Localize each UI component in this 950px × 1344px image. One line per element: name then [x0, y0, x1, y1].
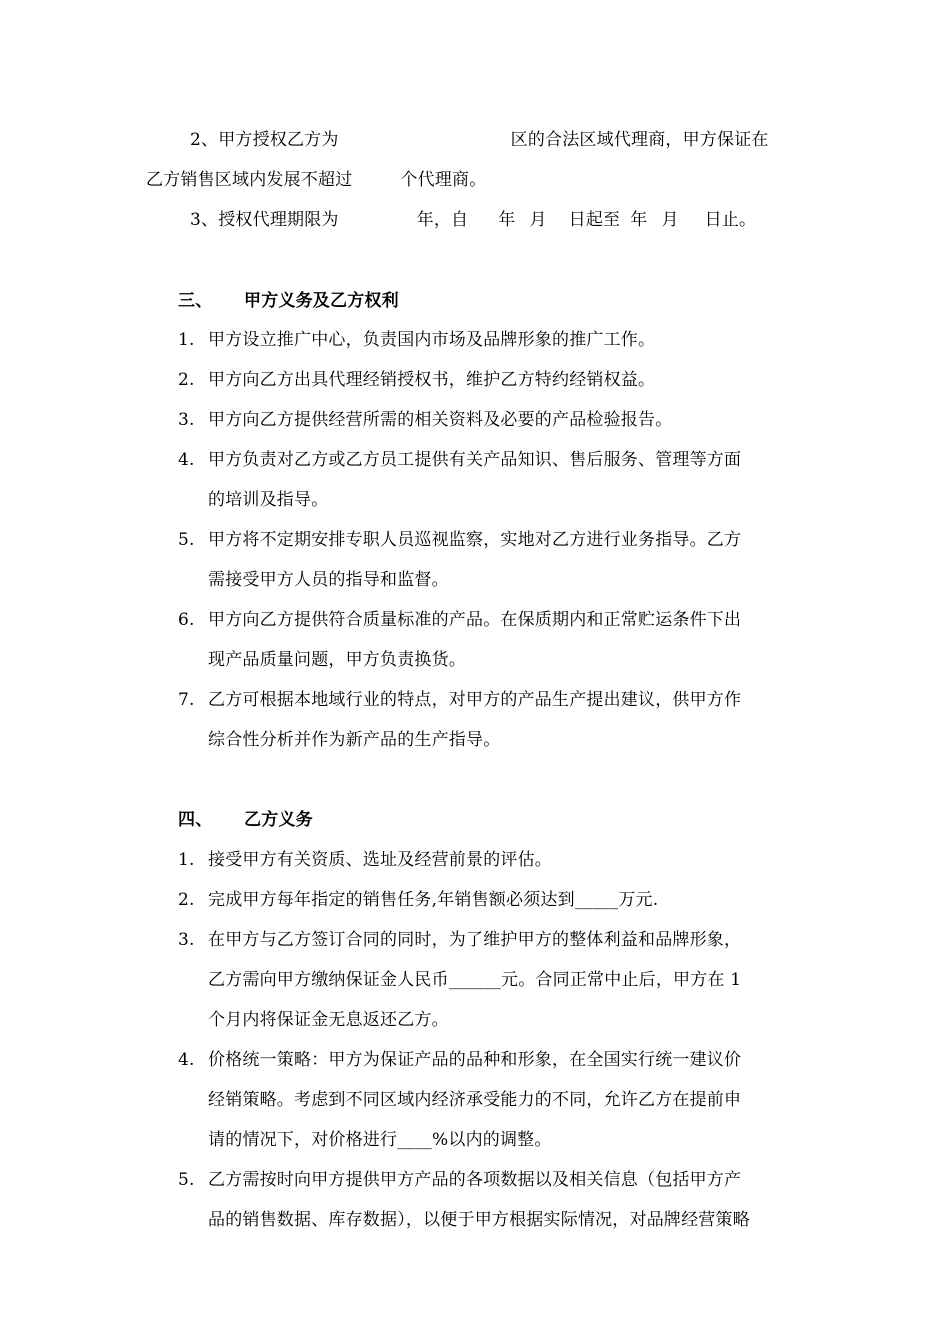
deposit-suffix: 元。合同正常中止后，甲方在 1: [501, 970, 742, 990]
s3-item-6-num: 6.: [178, 610, 195, 630]
clause-2-prefix: 2、甲方授权乙方为: [190, 130, 339, 150]
s3-item-6-text: 甲方向乙方提供符合质量标准的产品。在保质期内和正常贮运条件下出: [208, 610, 742, 630]
s3-item-4-num: 4.: [178, 450, 195, 470]
section-3-heading: [178, 291, 399, 311]
s3-item-5: [178, 530, 741, 550]
s3-item-1-text: 甲方设立推广中心，负责国内市场及品牌形象的推广工作。: [208, 330, 656, 350]
deposit-blank: ______: [448, 970, 502, 990]
s4-item-4-text: 价格统一策略：甲方为保证产品的品种和形象，在全国实行统一建议价: [208, 1050, 742, 1070]
s4-item-3-line2: [208, 970, 741, 990]
term-year: 年，自: [416, 210, 469, 230]
s3-item-2-text: 甲方向乙方出具代理经销授权书，维护乙方特约经销权益。: [208, 370, 656, 390]
clause-2-line1: [190, 130, 769, 150]
s4-item-3-text: 在甲方与乙方签订合同的同时，为了维护甲方的整体利益和品牌形象，: [208, 930, 742, 950]
s3-item-2: [178, 370, 655, 390]
s3-item-5-cont: [208, 570, 449, 590]
end-day: 日止。: [704, 210, 757, 230]
s3-item-7-text: 乙方可根据本地域行业的特点，对甲方的产品生产提出建议，供甲方作: [208, 690, 742, 710]
price-adjust-prefix: 请的情况下，对价格进行: [208, 1130, 398, 1150]
s3-item-1-num: 1.: [178, 330, 195, 350]
s4-item-5-text-cont: 品的销售数据、库存数据），以便于甲方根据实际情况，对品牌经营策略: [208, 1210, 750, 1230]
s3-item-7-cont: [208, 730, 500, 750]
s3-item-6-text-cont: 现产品质量问题，甲方负责换货。: [208, 650, 466, 670]
s4-item-5-line2: [208, 1210, 750, 1230]
s4-item-4: [178, 1050, 741, 1070]
start-month: 月: [529, 210, 547, 230]
s4-item-3: [178, 930, 741, 950]
s3-item-4-cont: [208, 490, 328, 510]
section-3-title: 甲方义务及乙方权利: [244, 291, 399, 311]
clause-2-line2-suffix: 个代理商。: [400, 170, 487, 190]
s3-item-1: [178, 330, 655, 350]
s4-item-4-text-cont: 经销策略。考虑到不同区域内经济承受能力的不同，允许乙方在提前申: [208, 1090, 742, 1110]
s4-item-5-text: 乙方需按时向甲方提供甲方产品的各项数据以及相关信息（包括甲方产: [208, 1170, 742, 1190]
s4-item-3-num: 3.: [178, 930, 195, 950]
start-year: 年: [498, 210, 516, 230]
price-adjust-suffix: %以内的调整。: [432, 1130, 552, 1150]
s3-item-5-num: 5.: [178, 530, 195, 550]
end-year: 年: [630, 210, 648, 230]
clause-2-line2-prefix: 乙方销售区域内发展不超过: [146, 170, 353, 190]
clause-3-line: [190, 210, 756, 230]
s3-item-4-text-cont: 的培训及指导。: [208, 490, 329, 510]
end-month: 月: [661, 210, 679, 230]
s3-item-5-text-cont: 需接受甲方人员的指导和监督。: [208, 570, 449, 590]
deposit-prefix: 乙方需向甲方缴纳保证金人民币: [208, 970, 449, 990]
section-3-number: 三、: [178, 291, 213, 311]
section-4-number: 四、: [178, 810, 213, 830]
s3-item-7-text-cont: 综合性分析并作为新产品的生产指导。: [208, 730, 501, 750]
s4-item-3-line3: [208, 1010, 449, 1030]
clause-2-line2: [146, 170, 486, 190]
s4-item-5: [178, 1170, 741, 1190]
section-4-heading: [178, 810, 313, 830]
s4-item-4-num: 4.: [178, 1050, 195, 1070]
s3-item-2-num: 2.: [178, 370, 195, 390]
section-4-title: 乙方义务: [244, 810, 313, 830]
s3-item-7-num: 7.: [178, 690, 195, 710]
price-adjust-blank: ____: [397, 1130, 433, 1150]
s3-item-5-text: 甲方将不定期安排专职人员巡视监察，实地对乙方进行业务指导。乙方: [208, 530, 742, 550]
s3-item-3-text: 甲方向乙方提供经营所需的相关资料及必要的产品检验报告。: [208, 410, 673, 430]
s4-item-1-num: 1.: [178, 850, 195, 870]
s4-item-2-prefix: 完成甲方每年指定的销售任务,年销售额必须达到: [208, 890, 575, 910]
term-prefix: 3、授权代理期限为: [190, 210, 339, 230]
s4-item-5-num: 5.: [178, 1170, 195, 1190]
s3-item-6-cont: [208, 650, 466, 670]
s4-item-2-suffix: 万元.: [618, 890, 659, 910]
s3-item-4-text: 甲方负责对乙方或乙方员工提供有关产品知识、售后服务、管理等方面: [208, 450, 742, 470]
s4-item-4-line3: [208, 1130, 552, 1150]
s4-item-1: [178, 850, 552, 870]
s3-item-6: [178, 610, 741, 630]
s4-item-4-line2: [208, 1090, 741, 1110]
clause-2-suffix: 区的合法区域代理商，甲方保证在: [510, 130, 769, 150]
s3-item-4: [178, 450, 741, 470]
sales-target-blank: _____: [574, 890, 619, 910]
s3-item-7: [178, 690, 741, 710]
s4-item-3-text-cont: 个月内将保证金无息返还乙方。: [208, 1010, 449, 1030]
start-day: 日起至: [568, 210, 621, 230]
s4-item-1-text: 接受甲方有关资质、选址及经营前景的评估。: [208, 850, 552, 870]
s3-item-3-num: 3.: [178, 410, 195, 430]
s4-item-2-num: 2.: [178, 890, 195, 910]
s4-item-2: [178, 890, 658, 910]
s3-item-3: [178, 410, 672, 430]
